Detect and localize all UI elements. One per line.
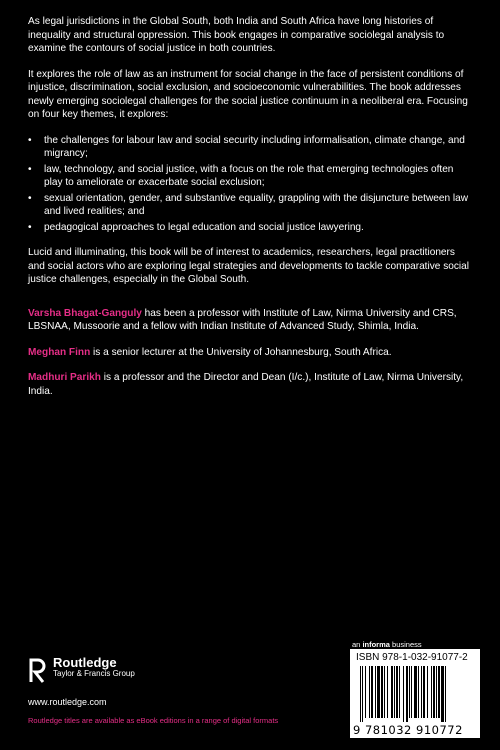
- informa-tagline: an informa business: [352, 640, 422, 649]
- author-name: Varsha Bhagat-Ganguly: [28, 307, 142, 319]
- author-bio: Madhuri Parikh is a professor and the Director and Dean (I/c.), Institute of Law, Nirma University, India.: [28, 372, 464, 397]
- explores-paragraph: It explores the role of law as an instrument for social change in the face of persistent conditions of injustice, discrimination, social exclusion, and socioeconomic vulnerabilities. The book addresses newly emerging sociolegal challenges for the social justice continuum in a neoliberal era. Focusing on four key themes, it explores:: [28, 68, 468, 121]
- list-item: • sexual orientation, gender, and substantive equality, grappling with the disjuncture between law and lived realities; and: [28, 192, 469, 218]
- back-cover-text: [28, 15, 474, 410]
- author-name: Meghan Finn: [28, 346, 91, 358]
- publisher-name: Routledge: [53, 655, 117, 670]
- list-item: • the challenges for labour law and social security including informalisation, climate change, and migrancy;: [28, 134, 465, 160]
- barcode-box: [350, 649, 480, 738]
- barcode-icon: [360, 666, 472, 722]
- audience-paragraph: Lucid and illuminating, this book will be of interest to academics, researchers, legal practitioners and social actors who are exploring legal strategies and developments to tackle comparative social justice challenges, especially in the Global South.: [28, 247, 470, 286]
- themes-list: [28, 134, 474, 235]
- author-name: Madhuri Parikh: [28, 372, 101, 384]
- list-item: • law, technology, and social justice, with a focus on the role that emerging technologies often play to ameliorate or exacerbate social exclusion;: [28, 163, 454, 189]
- barcode-digits: 9 781032 910772: [353, 723, 463, 737]
- bullet-icon: •: [28, 221, 32, 233]
- publisher-website: www.routledge.com: [28, 697, 107, 707]
- isbn-label: ISBN 978-1-032-91077-2: [356, 652, 468, 663]
- bullet-icon: •: [28, 163, 32, 175]
- author-bios: [28, 307, 474, 399]
- routledge-logo-icon: [28, 656, 48, 684]
- publisher-logo: [28, 656, 135, 684]
- bullet-icon: •: [28, 134, 32, 146]
- publisher-group: Taylor & Francis Group: [53, 669, 135, 679]
- author-bio: Varsha Bhagat-Ganguly has been a professor with Institute of Law, Nirma University and CRS, LBSNAA, Mussoorie and a fellow with Indian Institute of Advanced Study, Shimla, India.: [28, 307, 457, 333]
- author-bio: Meghan Finn is a senior lecturer at the University of Johannesburg, South Africa.: [28, 346, 392, 358]
- intro-paragraph: As legal jurisdictions in the Global South, both India and South Africa have long histories of inequality and structural oppression. This book engages in comparative sociolegal analysis to examine the contours of social justice in both countries.: [28, 16, 445, 55]
- list-item: • pedagogical approaches to legal education and social justice lawyering.: [28, 221, 364, 233]
- bullet-icon: •: [28, 192, 32, 204]
- ebook-note: Routledge titles are available as eBook editions in a range of digital formats: [28, 716, 279, 725]
